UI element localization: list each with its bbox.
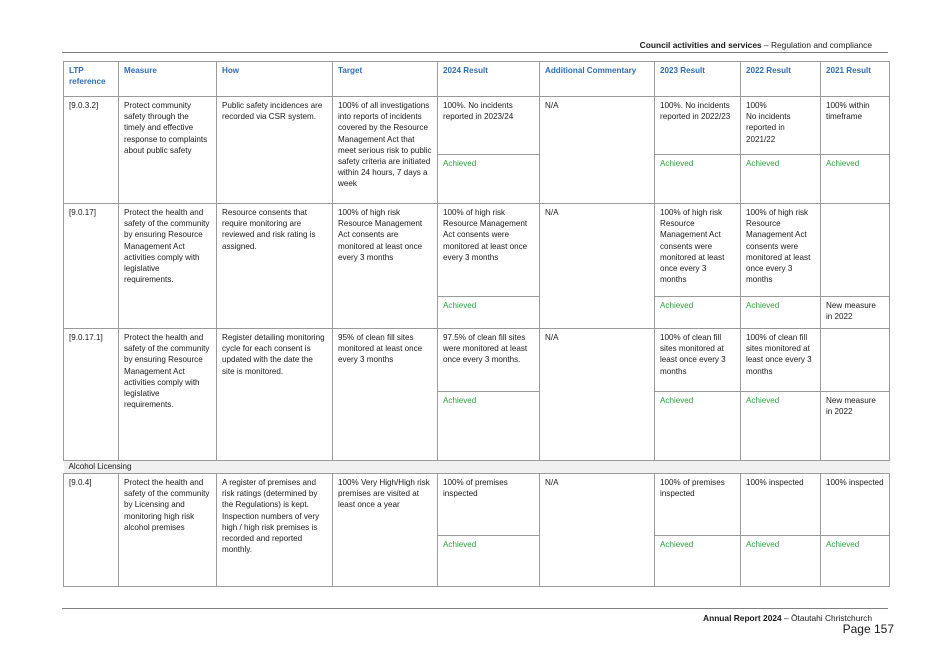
page-header — [640, 40, 872, 50]
cell-2024: 100%. No incidents reported in 2023/24 — [438, 97, 540, 155]
col-header-2022: 2022 Result — [741, 62, 821, 97]
cell-2022: 100% inspected — [741, 474, 821, 536]
table-row — [64, 329, 890, 392]
cell-2022: 100% of high risk Resource Management Act consents were monitored at least once every 3 months — [741, 204, 821, 297]
cell-ref: [9.0.17.1] — [64, 329, 119, 461]
cell-commentary: N/A — [540, 474, 655, 587]
footer-separator: – — [781, 613, 791, 623]
cell-2022: 100% of clean fill sites monitored at least once every 3 months — [741, 329, 821, 392]
cell-2024-status: Achieved — [438, 297, 540, 329]
cell-2023: 100% of high risk Resource Management Act consents were monitored at least once every 3 months — [655, 204, 741, 297]
table-row — [64, 204, 890, 297]
table-row — [64, 474, 890, 536]
header-section: Council activities and services — [639, 40, 762, 50]
cell-commentary: N/A — [540, 204, 655, 329]
col-header-2021: 2021 Result — [821, 62, 890, 97]
col-header-target: Target — [333, 62, 438, 97]
cell-measure: Protect the health and safety of the community by ensuring Resource Management Act activities comply with legislative requirements. — [119, 329, 217, 461]
cell-2024: 97.5% of clean fill sites were monitored at least once every 3 months. — [438, 329, 540, 392]
header-separator: – — [761, 40, 771, 50]
cell-2023: 100% of clean fill sites monitored at least once every 3 months — [655, 329, 741, 392]
cell-how: Resource consents that require monitoring are reviewed and risk rating is assigned. — [217, 204, 333, 329]
header-sub: Regulation and compliance — [770, 40, 872, 50]
cell-2022-status: Achieved — [741, 297, 821, 329]
cell-2022-status: Achieved — [741, 392, 821, 461]
cell-2024: 100% of high risk Resource Management Act consents were monitored at least once every 3 months — [438, 204, 540, 297]
col-header-measure: Measure — [119, 62, 217, 97]
cell-ref: [9.0.4] — [64, 474, 119, 587]
cell-2023-status: Achieved — [655, 536, 741, 587]
cell-measure: Protect community safety through the timely and effective response to complaints about public safety — [119, 97, 217, 204]
performance-table — [63, 61, 890, 587]
table-row — [64, 97, 890, 155]
cell-2023: 100%. No incidents reported in 2022/23 — [655, 97, 741, 155]
col-header-2023: 2023 Result — [655, 62, 741, 97]
cell-2021-status: Achieved — [821, 536, 890, 587]
cell-ref: [9.0.3.2] — [64, 97, 119, 204]
cell-2021 — [821, 204, 890, 297]
cell-commentary: N/A — [540, 97, 655, 204]
footer-city: Ōtautahi Christchurch — [791, 613, 872, 623]
cell-2022-status: Achieved — [741, 155, 821, 204]
cell-target: 100% of high risk Resource Management Act consents are monitored at least once every 3 months — [333, 204, 438, 329]
section-row — [64, 461, 890, 474]
header-rule — [62, 52, 888, 53]
cell-2023-status: Achieved — [655, 297, 741, 329]
cell-2024-status: Achieved — [438, 536, 540, 587]
cell-2024-status: Achieved — [438, 392, 540, 461]
section-label: Alcohol Licensing — [64, 461, 890, 474]
cell-2023-status: Achieved — [655, 392, 741, 461]
cell-2021-status: New measure in 2022 — [821, 297, 890, 329]
cell-2022-status: Achieved — [741, 536, 821, 587]
cell-commentary: N/A — [540, 329, 655, 461]
cell-2021 — [821, 329, 890, 392]
cell-how: Register detailing monitoring cycle for each consent is updated with the date the site is monitored. — [217, 329, 333, 461]
cell-2021-status: Achieved — [821, 155, 890, 204]
cell-measure: Protect the health and safety of the community by Licensing and monitoring high risk alcohol premises — [119, 474, 217, 587]
footer-rule — [62, 608, 888, 609]
cell-2021-status: New measure in 2022 — [821, 392, 890, 461]
footer-report: Annual Report 2024 — [703, 613, 782, 623]
cell-2021: 100% inspected — [821, 474, 890, 536]
cell-2023: 100% of premises inspected — [655, 474, 741, 536]
table-header-row — [64, 62, 890, 97]
cell-2024-status: Achieved — [438, 155, 540, 204]
col-header-2024: 2024 Result — [438, 62, 540, 97]
cell-2023-status: Achieved — [655, 155, 741, 204]
page-number: Page 157 — [842, 622, 894, 636]
cell-ref: [9.0.17] — [64, 204, 119, 329]
cell-target: 100% of all investigations into reports of incidents covered by the Resource Management Act that meet serious risk to public safety criteria are initiated within 24 hours, 7 days a week — [333, 97, 438, 204]
cell-how: Public safety incidences are recorded via CSR system. — [217, 97, 333, 204]
cell-measure: Protect the health and safety of the community by ensuring Resource Management Act activities comply with legislative requirements. — [119, 204, 217, 329]
col-header-commentary: Additional Commentary — [540, 62, 655, 97]
cell-how: A register of premises and risk ratings (determined by the Regulations) is kept. Inspection numbers of very high / high risk premises is recorded and reported monthly. — [217, 474, 333, 587]
cell-2024: 100% of premises inspected — [438, 474, 540, 536]
cell-2022: 100% No incidents reported in 2021/22 — [741, 97, 821, 155]
cell-target: 100% Very High/High risk premises are visited at least once a year — [333, 474, 438, 587]
cell-2021: 100% within timeframe — [821, 97, 890, 155]
col-header-how: How — [217, 62, 333, 97]
col-header-ltp: LTP reference — [64, 62, 119, 97]
cell-target: 95% of clean fill sites monitored at least once every 3 months — [333, 329, 438, 461]
